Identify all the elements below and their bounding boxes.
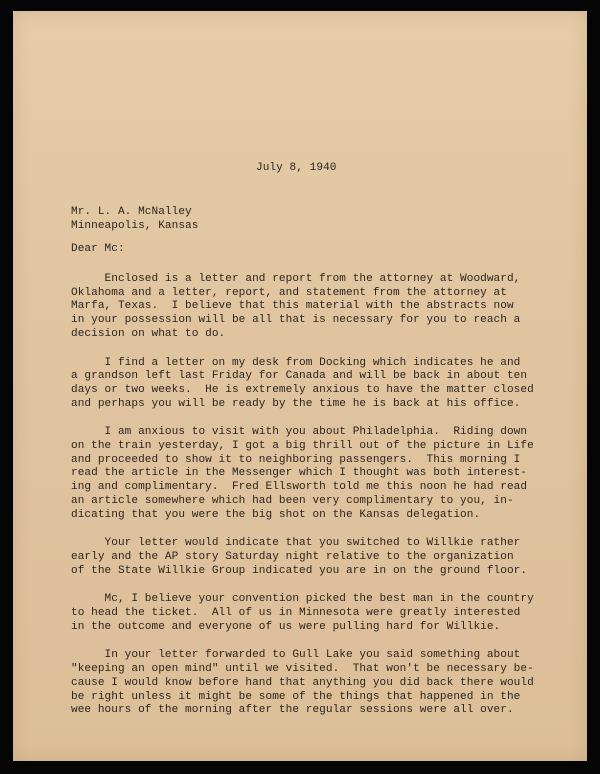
text-line: Enclosed is a letter and report from the attorney at Woodward, (71, 273, 521, 285)
recipient-city: Minneapolis, Kansas (71, 219, 199, 232)
letter-page (13, 11, 587, 761)
text-line: on the train yesterday, I got a big thrill out of the picture in Life (71, 440, 534, 453)
text-line: decision on what to do. (71, 327, 226, 340)
text-line: I find a letter on my desk from Docking which indicates he and (71, 356, 521, 369)
letter-body (13, 11, 587, 761)
paragraph (71, 273, 571, 342)
paragraph (71, 537, 571, 578)
text-line: ing and complimentary. Fred Ellsworth told me this noon he had read (71, 481, 528, 494)
text-line: and perhaps you will be ready by the time he is back at his office. (71, 397, 521, 410)
paragraph (71, 426, 571, 522)
salutation: Dear Mc: (71, 243, 125, 255)
text-line: to head the ticket. All of us in Minnesota were greatly interested (71, 607, 521, 620)
text-line: early and the AP story Saturday night relative to the organization (71, 550, 514, 563)
text-line: Oklahoma and a letter, report, and statement from the attorney at (71, 286, 507, 299)
text-line: cause I would know before hand that anything you did back there would (71, 676, 534, 689)
text-line: a grandson left last Friday for Canada and will be back in about ten (71, 370, 528, 383)
text-line: Marfa, Texas. I believe that this material with the abstracts now (71, 300, 514, 313)
paragraph (71, 593, 571, 634)
letter-text (71, 273, 571, 718)
text-line: Your letter would indicate that you switched to Willkie rather (71, 537, 521, 550)
recipient-name: Mr. L. A. McNalley (71, 206, 192, 218)
text-line: of the State Willkie Group indicated you are in on the ground floor. (71, 564, 528, 577)
text-line: in the outcome and everyone of us were pulling hard for Willkie. (71, 620, 501, 633)
text-line: and proceeded to show it to neighboring passengers. This morning I (71, 453, 521, 466)
text-line: read the article in the Messenger which I thought was both interest- (71, 467, 528, 480)
paragraph (71, 357, 571, 412)
text-line: wee hours of the morning after the regular sessions were all over. (71, 704, 514, 717)
text-line: an article somewhere which had been very complimentary to you, in- (71, 494, 514, 507)
text-line: I am anxious to visit with you about Philadelphia. Riding down (71, 426, 528, 439)
text-line: Mc, I believe your convention picked the best man in the country (71, 593, 534, 606)
recipient-address (71, 206, 198, 233)
text-line: days or two weeks. He is extremely anxious to have the matter closed (71, 383, 534, 396)
paragraph (71, 649, 571, 718)
text-line: be right unless it might be some of the things that happened in the (71, 690, 521, 703)
text-line: in your possession will be all that is necessary for you to reach a (71, 314, 521, 327)
letter-date: July 8, 1940 (256, 162, 337, 174)
text-line: "keeping an open mind" until we visited. That won't be necessary be- (71, 663, 534, 676)
text-line: In your letter forwarded to Gull Lake you said something about (71, 649, 521, 662)
text-line: dicating that you were the big shot on the Kansas delegation. (71, 508, 481, 521)
